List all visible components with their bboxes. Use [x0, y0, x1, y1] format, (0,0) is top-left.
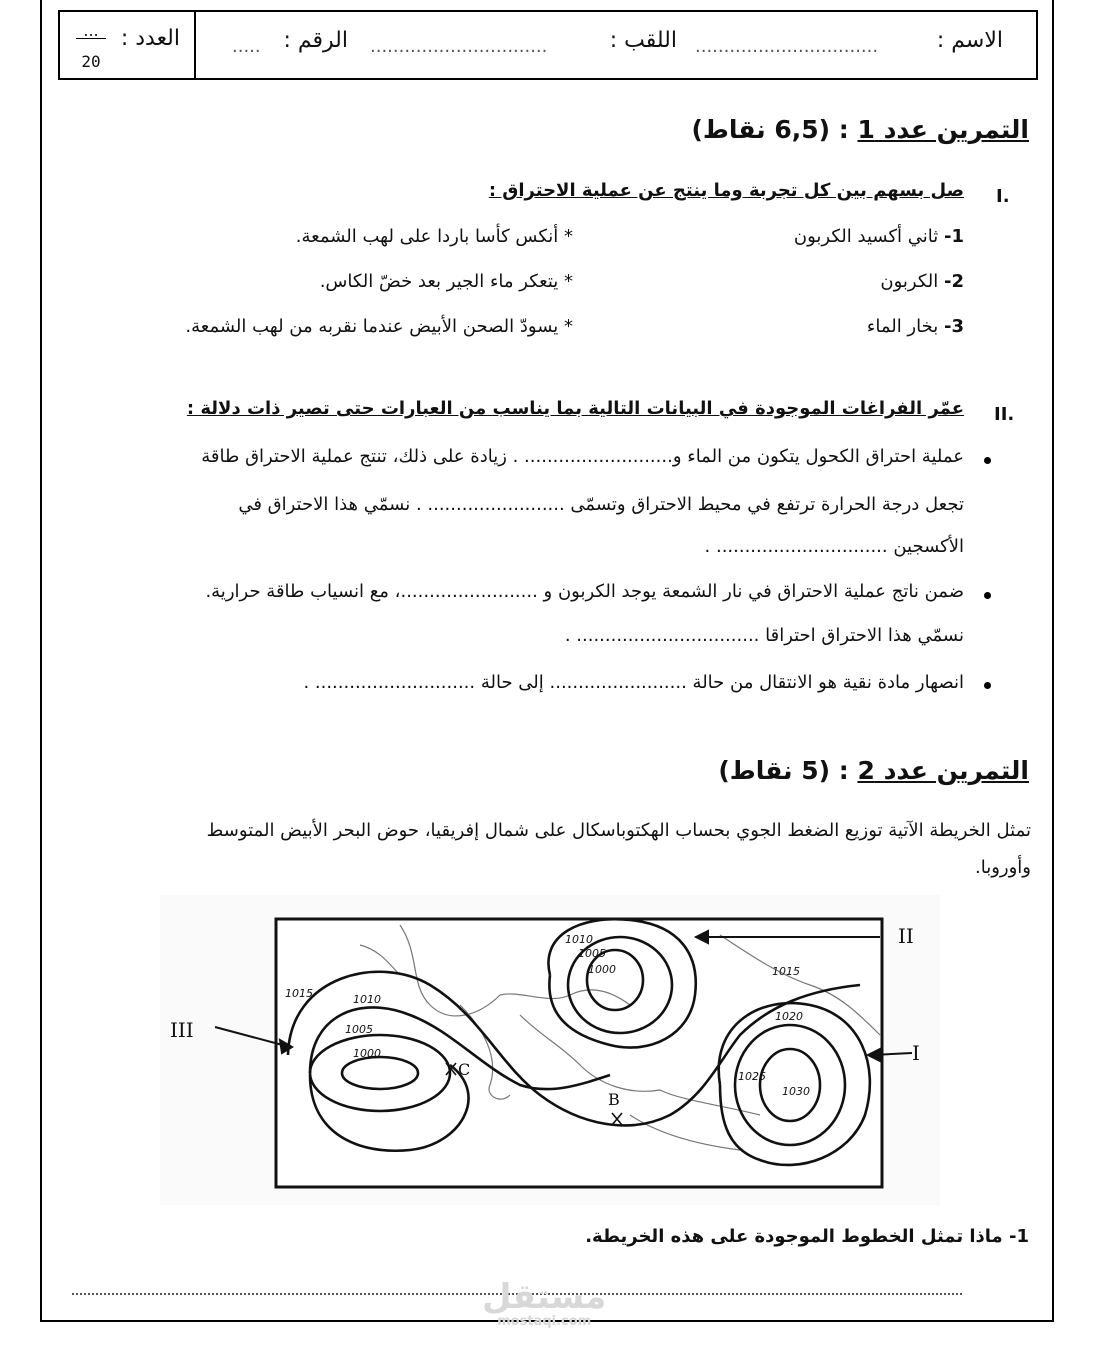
grade-numerator: ...	[76, 24, 106, 39]
part-1-instruction: صل بسهم بين كل تجربة وما ينتج عن عملية الاحتراق :	[488, 180, 964, 201]
isobar-label: 1015	[772, 965, 800, 978]
match-left-2: 2- الكربون	[880, 271, 964, 292]
isobar-label: 1000	[588, 963, 616, 976]
bullet-1	[984, 457, 991, 464]
fill-text-1-line-2: تجعل درجة الحرارة ترتفع في محيط الاحتراق وتسمّى ........................ . نسمّي هذا الاحتراق في	[238, 494, 964, 515]
isobar-label: 1005	[578, 947, 606, 960]
match-right-1: * أنكس كأسا باردا على لهب الشمعة.	[295, 226, 573, 247]
pressure-map	[160, 895, 940, 1205]
isobar-label: 1010	[353, 993, 381, 1006]
label-C: C	[458, 1060, 471, 1079]
bullet-3	[984, 682, 991, 689]
exercise-2-title: التمرين عدد 2 : (5 نقاط)	[718, 756, 1029, 785]
isobar-label: 1005	[345, 1023, 373, 1036]
fill-text-2-line-1: ضمن ناتج عملية الاحتراق في نار الشمعة يوجد الكربون و ........................، مع انسياب طاقة حرارية.	[205, 581, 964, 602]
bullet-2	[984, 592, 991, 599]
watermark: مستقل mostaqi.com	[482, 1277, 607, 1329]
match-left-3: 3- بخار الماء	[866, 316, 964, 337]
grade-label: العدد :	[120, 26, 180, 51]
fill-text-3: انصهار مادة نقية هو الانتقال من حالة ........................ إلى حالة ............................ .	[303, 672, 964, 693]
isobar-label: 1030	[782, 1085, 810, 1098]
grade-denominator: 20	[81, 52, 101, 71]
number-field[interactable]: .....	[232, 36, 261, 57]
label-III: III	[170, 1018, 194, 1042]
label-B: B	[608, 1090, 620, 1109]
name-label: الاسم :	[936, 28, 1003, 53]
number-label: الرقم :	[283, 28, 348, 53]
surname-field[interactable]: ...............................	[370, 36, 548, 57]
fill-text-1-line-3: الأكسجين .............................. .	[704, 536, 964, 557]
isobar-label: 1000	[353, 1047, 381, 1060]
match-right-3: * يسودّ الصحن الأبيض عندما نقربه من لهب الشمعة.	[185, 316, 573, 337]
exercise-2-intro-line-1: تمثل الخريطة الآتية توزيع الضغط الجوي بحساب الهكتوباسكال على شمال إفريقيا، حوض البحر الأبيض المتوسط	[206, 820, 1031, 841]
part-2-marker: II.	[994, 404, 1015, 425]
match-right-2: * يتعكر ماء الجير بعد خضّ الكاس.	[319, 271, 573, 292]
exercise-2-intro-line-2: وأوروبا.	[975, 857, 1031, 878]
fill-text-1-line-1: عملية احتراق الكحول يتكون من الماء و.......................... . زيادة على ذلك، تنتج عملية الاحتراق طاقة	[201, 446, 964, 467]
surname-label: اللقب :	[609, 28, 677, 53]
name-field[interactable]: ................................	[695, 36, 879, 57]
label-II: II	[898, 924, 914, 948]
part-2-instruction: عمّر الفراغات الموجودة في البيانات التالية بما يناسب من العبارات حتى تصير ذات دلالة :	[186, 398, 964, 419]
isobar-label: 1025	[738, 1070, 766, 1083]
student-info-header	[58, 10, 1038, 80]
match-left-1: 1- ثاني أكسيد الكربون	[793, 226, 964, 247]
isobar-label: 1020	[775, 1010, 803, 1023]
question-1: 1- ماذا تمثل الخطوط الموجودة على هذه الخريطة.	[585, 1226, 1029, 1247]
part-1-marker: I.	[996, 186, 1010, 207]
isobar-label: 1015	[285, 987, 313, 1000]
exercise-1-title: التمرين عدد 1 : (6,5 نقاط)	[691, 115, 1029, 144]
isobar-label: 1010	[565, 933, 593, 946]
fill-text-2-line-2: نسمّي هذا الاحتراق احتراقا ................................ .	[564, 625, 964, 646]
label-I: I	[912, 1041, 920, 1065]
